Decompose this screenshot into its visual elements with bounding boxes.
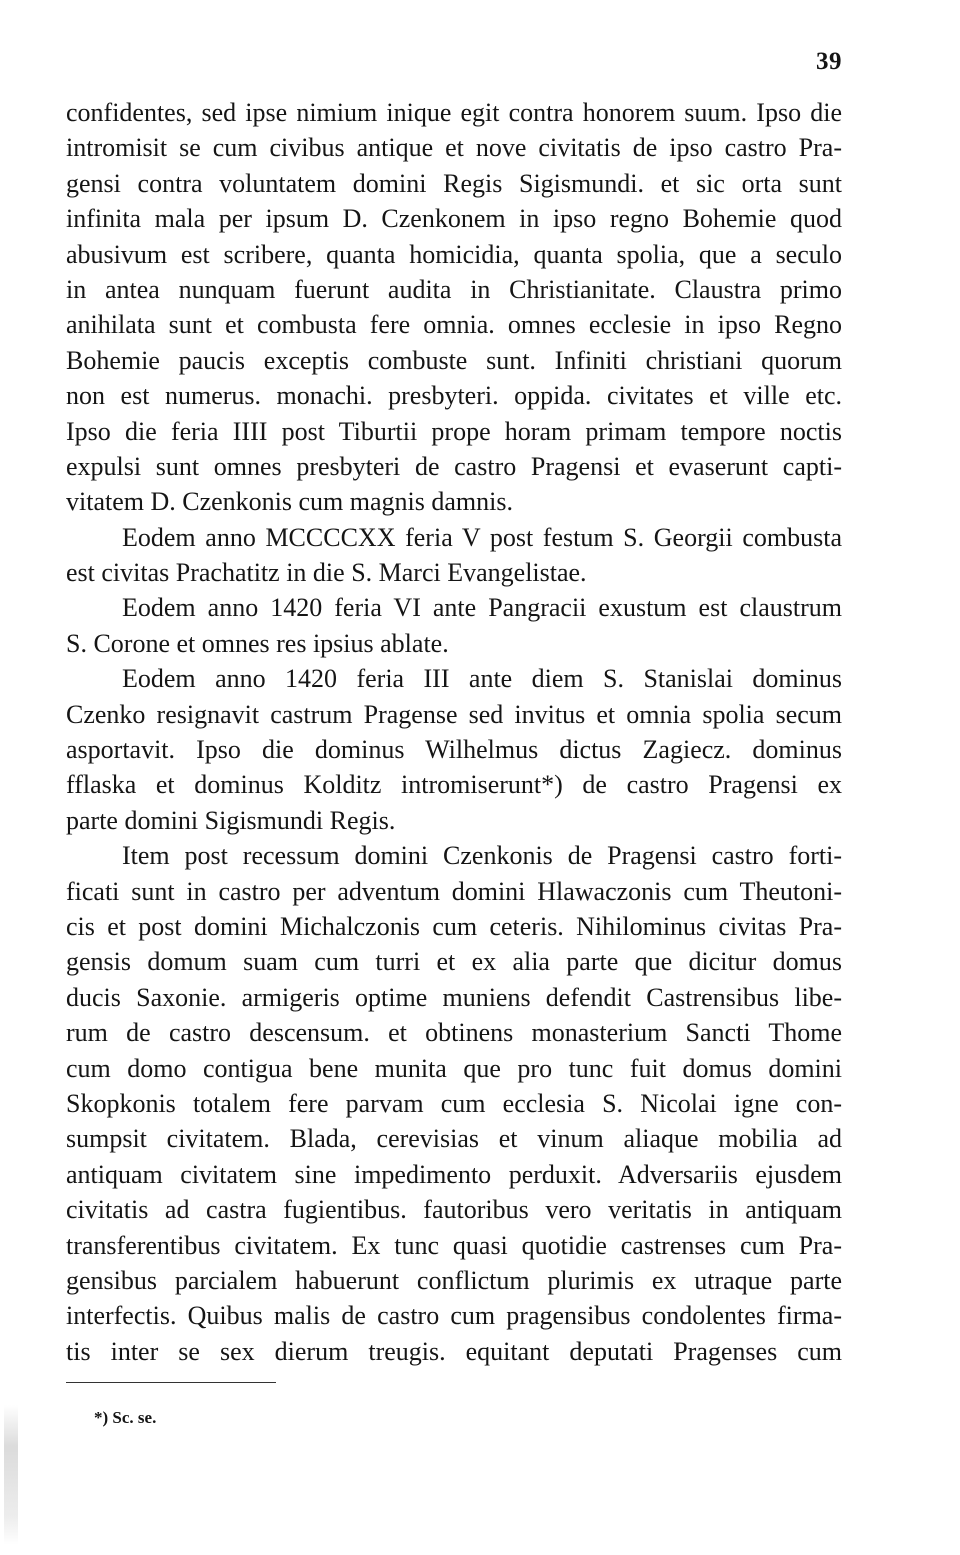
text-line: expulsi sunt omnes presbyteri de castro Pragensi et evaserunt capti- xyxy=(66,451,842,481)
text-line: S. Corone et omnes res ipsius ablate. xyxy=(66,628,449,658)
paragraph-start-line: Eodem anno 1420 feria III ante diem S. Stanislai dominus xyxy=(122,664,842,694)
text-line: fflaska et dominus Kolditz intromiserunt*) de castro Pragensi ex xyxy=(66,770,842,800)
text-line: est civitas Prachatitz in die S. Marci Evangelistae. xyxy=(66,558,587,588)
footnote: *) Sc. se. xyxy=(94,1408,157,1427)
text-line: Skopkonis totalem fere parvam cum ecclesia S. Nicolai igne con- xyxy=(66,1088,842,1118)
text-line: interfectis. Quibus malis de castro cum pragensibus condolentes firma- xyxy=(66,1301,842,1331)
footnote-divider xyxy=(66,1382,276,1383)
text-line: ducis Saxonie. armigeris optime muniens defendit Castrensibus libe- xyxy=(66,982,842,1012)
text-line: non est numerus. monachi. presbyteri. oppida. civitates et ville etc. xyxy=(66,381,842,411)
text-line: Bohemie paucis exceptis combuste sunt. Infiniti christiani quorum xyxy=(66,345,842,375)
text-line: antiquam civitatem sine impedimento perduxit. Adversariis ejusdem xyxy=(66,1159,842,1189)
text-line: tis inter se sex dierum treugis. equitant deputati Pragenses cum xyxy=(66,1336,842,1366)
text-line: ficati sunt in castro per adventum domini Hlawaczonis cum Theutoni- xyxy=(66,876,842,906)
text-line: rum de castro descensum. et obtinens monasterium Sancti Thome xyxy=(66,1018,842,1048)
text-line: vitatem D. Czenkonis cum magnis damnis. xyxy=(66,487,513,517)
page-number: 39 xyxy=(816,48,842,75)
text-line: Ipso die feria IIII post Tiburtii prope horam primam tempore noctis xyxy=(66,416,842,446)
text-line: gensis domum suam cum turri et ex alia parte que dicitur domus xyxy=(66,947,842,977)
text-line: transferentibus civitatem. Ex tunc quasi quotidie castrenses cum Pra- xyxy=(66,1230,842,1260)
text-line: parte domini Sigismundi Regis. xyxy=(66,805,396,835)
paragraph-start-line: Eodem anno 1420 feria VI ante Pangracii exustum est claustrum xyxy=(122,593,842,623)
text-line: anihilata sunt et combusta fere omnia. omnes ecclesie in ipso Regno xyxy=(66,310,842,340)
body-text xyxy=(66,95,842,1369)
text-line: abusivum est scribere, quanta homicidia, quanta spolia, que a seculo xyxy=(66,239,842,269)
paragraph-start-line: Eodem anno MCCCCXX feria V post festum S. Georgii combusta xyxy=(122,522,842,552)
text-line: infinita mala per ipsum D. Czenkonem in ipso regno Bohemie quod xyxy=(66,204,842,234)
text-line: intromisit se cum civibus antique et nove civitatis de ipso castro Pra- xyxy=(66,133,842,163)
text-line: asportavit. Ipso die dominus Wilhelmus dictus Zagiecz. dominus xyxy=(66,735,842,765)
scan-edge-shadow xyxy=(4,1405,18,1545)
text-line: gensibus parcialem habuerunt conflictum plurimis ex utraque parte xyxy=(66,1265,842,1295)
text-line: civitatis ad castra fugientibus. fautoribus vero veritatis in antiquam xyxy=(66,1195,842,1225)
text-line: in antea nunquam fuerunt audita in Christianitate. Claustra primo xyxy=(66,274,842,304)
text-line: sumpsit civitatem. Blada, cerevisias et vinum aliaque mobilia ad xyxy=(66,1124,842,1154)
text-line: cum domo contigua bene munita que pro tunc fuit domus domini xyxy=(66,1053,842,1083)
text-line: cis et post domini Michalczonis cum ceteris. Nihilominus civitas Pra- xyxy=(66,911,842,941)
paragraph-start-line: Item post recessum domini Czenkonis de Pragensi castro forti- xyxy=(122,841,842,871)
text-line: Czenko resignavit castrum Pragense sed invitus et omnia spolia secum xyxy=(66,699,842,729)
text-line: gensi contra voluntatem domini Regis Sigismundi. et sic orta sunt xyxy=(66,168,842,198)
text-line: confidentes, sed ipse nimium inique egit contra honorem suum. Ipso die xyxy=(66,98,842,127)
